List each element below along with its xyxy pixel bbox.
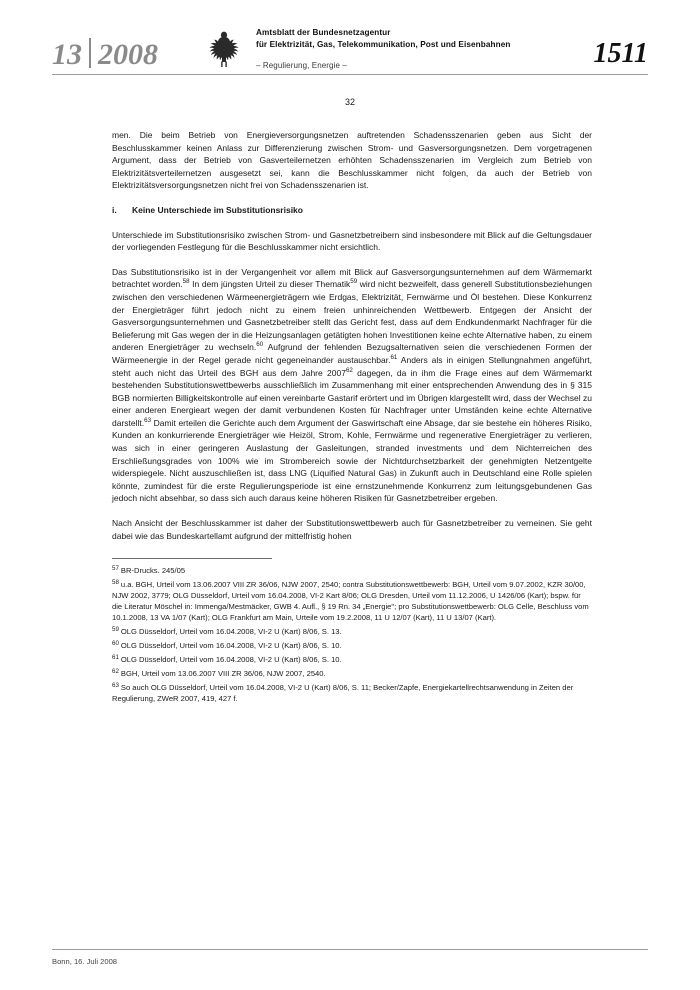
paragraph-substitution-risk: Unterschiede im Substitutionsrisiko zwischen Strom- und Gasnetzbetreibern sind insbesondere mit Blick auf die Geltungsdauer der vorliegenden Festlegung für die Beschlusskammer nicht ersichtlich. [112, 229, 592, 253]
issue-number: 13 [52, 38, 82, 71]
publication-title-block [256, 26, 538, 70]
footnote-text: OLG Düsseldorf, Urteil vom 16.04.2008, VI-2 U (Kart) 8/06, S. 13. [120, 627, 342, 637]
footnote-number: 57 [112, 564, 119, 572]
footnote-number: 62 [112, 667, 119, 675]
section-heading [112, 204, 592, 217]
text-segment: Aufgrund der fehlenden Bezugsalternativen seien die verschiedenen Formen der Wärmeenergie in der Regel gerade nicht gegeneinander austauschbar. [112, 342, 592, 365]
publication-subtitle: – Regulierung, Energie – [256, 61, 347, 70]
text-segment: In dem jüngsten Urteil zu dieser Thematik [189, 279, 351, 290]
folio-number: 32 [344, 97, 355, 107]
footnote-ref-58: 58 [182, 278, 190, 286]
footnote-number: 58 [112, 578, 119, 586]
text-segment: Anders als in einigen Stellungnahmen angeführt, steht auch nicht das Urteil des BGH aus dem Jahre 2007 [112, 354, 593, 378]
footnote-item [112, 682, 592, 704]
footer-rule [52, 949, 648, 950]
section-heading-text: Keine Unterschiede im Substitutionsrisiko [132, 204, 303, 215]
footnote-text: OLG Düsseldorf, Urteil vom 16.04.2008, VI-2 U (Kart) 8/06, S. 10. [120, 655, 342, 665]
footnote-ref-62: 62 [345, 366, 353, 374]
footnote-number: 63 [112, 681, 119, 689]
footer-imprint: Bonn, 16. Juli 2008 [52, 957, 118, 966]
footnote-text: u.a. BGH, Urteil vom 13.06.2007 VIII ZR 36/06, NJW 2007, 2540; contra Substitutionswettbewerb: BGH, Urteil vom 9.07.2002, KZR 30/00, NJW 2002, 3779; OLG Düsseldorf, Urteil vom 16.04.2008, VI-2 Kart 8/06; OLG Dresden, Urteil vom 11.12.2006, U 1426/06 (Kart); bspw. für die Literatur Möschel in: Immenga/Mestmäcker, GWB 4. Aufl., § 19 Rn. 34 „Energie"; pro Substitutionswettbewerb: OLG Celle, Beschluss vom 10.1.2008, 13 VA 1/07 (Kart); OLG Frankfurt am Main, Urteile vom 19.2.2008, 11 U 12/07 (Kart), 11 U 13/07 (Kart). [112, 580, 589, 623]
issue-divider [89, 38, 91, 68]
footnote-ref-59: 59 [350, 278, 358, 286]
footnote-item [112, 565, 592, 576]
footnote-text: BR-Drucks. 245/05 [120, 566, 186, 576]
paragraph-continuation: men. Die beim Betrieb von Energieversorgungsnetzen auftretenden Schadensszenarien geben aus Sicht der Beschlusskammer keinen Anlass zur Differenzierung zwischen Strom- und Gasversorgungsnetzen. Dem vorgetragenen Argument, dass der Betrieb von Gasverteilernetzen erhöhten Schadensszenarien im Vergleich zum Betrieb von Elektrizitätsverteilernetzen ausgesetzt sei, kann die Beschlusskammer nicht folgen, da auch der Betrieb von Elektrizitätsversorgungsnetzen nicht frei von Schadensszenarien ist. [112, 130, 592, 191]
section-heading-marker: i. [112, 204, 117, 215]
footnote-separator [112, 558, 272, 559]
publication-title-line1: Amtsblatt der Bundesnetzagentur [256, 28, 391, 37]
text-segment: Das Substitutionsrisiko ist in der Vergangenheit vor allem mit Blick auf Gasversorgungsunternehmen auf dem Wärmemarkt betrachtet worden. [112, 266, 592, 290]
document-body [0, 129, 700, 542]
footnote-number: 61 [112, 653, 119, 661]
footnote-ref-63: 63 [144, 417, 152, 425]
masthead [0, 0, 700, 71]
page-footer [52, 949, 648, 966]
footnote-item [112, 654, 592, 665]
issue-year: 2008 [98, 38, 158, 71]
footnote-ref-61: 61 [390, 354, 398, 362]
footnote-item [112, 626, 592, 637]
footnote-text: OLG Düsseldorf, Urteil vom 16.04.2008, VI-2 U (Kart) 8/06, S. 10. [120, 641, 342, 651]
footnote-ref-60: 60 [256, 341, 264, 349]
footnote-number: 59 [112, 625, 119, 633]
footnotes-section [0, 558, 700, 704]
footnote-item [112, 668, 592, 679]
paragraph-conclusion: Nach Ansicht der Beschlusskammer ist daher der Substitutionswettbewerb auch für Gasnetzbetreiber zu verneinen. Sie geht dabei wie das Bundeskartellamt aufgrund der mittelfristig hohen [112, 518, 592, 541]
publication-title-line2: für Elektrizität, Gas, Telekommunikation, Post und Eisenbahnen [256, 40, 511, 49]
footnote-text: So auch OLG Düsseldorf, Urteil vom 16.04.2008, VI-2 U (Kart) 8/06, S. 11; Becker/Zapfe, Energiekartellrechtsanwendung in Zeiten der Regulierung, ZWeR 2007, 419, 427 f. [112, 683, 574, 704]
paragraph-substitution-analysis [112, 266, 592, 505]
text-segment: wird nicht bezweifelt, dass generell Substitutionsbeziehungen zwischen den verschiedenen Wärmeenergieträgern wie Erdgas, Elektrizität, Fernwärme und Öl bestehen. Diese Konkurrenz der Energieträger führt jedoch nicht zu einem freien unhinreichenden Wettbewerb. Entgegen der Ansicht der Gasversorgungsunternehmen und Gasnetzbetreiber stellt das Gericht fest, dass auf dem Endkundenmarkt Nachfrager für die Belieferung mit Gas wegen der in die Heizungsanlagen getätigten hohen Investitionen keine echte Alternative haben, zu einem anderen Energieträger zu wechseln. [112, 279, 593, 353]
text-segment: dagegen, da in ihm die Frage eines auf dem Wärmemarkt bestehenden Substitutionswettbewerbs ausschließlich im Zusammenhang mit einer entsprechenden Anwendung des in § 315 BGB normierten Billigkeitskontrolle auf einen vereinbarte Gastarif erörtert und im Übrigen klargestellt wird, dass der Wechsel zu einer anderen Energieart wegen der damit verbundenen Kosten für Nachfrager unter Umständen keine echte Alternative darstellt. [112, 367, 592, 428]
footnote-text: BGH, Urteil vom 13.06.2007 VIII ZR 36/06, NJW 2007, 2540. [120, 669, 326, 679]
text-segment: Damit erteilen die Gerichte auch dem Argument der Gaswirtschaft eine Absage, dar sie bestehe ein höheres Risiko, Kunden an konkurrierende Energieträger wie Heizöl, Strom, Kohle, Fernwärme und regenerative Energieträger zu verlieren, was sich in einer geringeren Auslastung der Gasleitungen, stranded investments und dem Nichterreichen des Erschließungsgrades von 100% wie im Strombereich sowie der Nichtdurchsetzbarkeit der genehmigten Netzentgelte widerspiegele. Nicht auszuschließen ist, dass LNG (Liquified Natural Gas) in Zukunft auch in Deutschland eine Rolle spielen könnte, zumindest für die erste Regulierungsperiode ist eine ernstzunehmende Konkurrenz zum leitungsgebundenen Gas jedoch nicht absehbar, so dass sich auch daraus keine höheren Risiken für Gasnetzbetreiber ergeben. [112, 417, 592, 504]
footnote-number: 60 [112, 639, 119, 647]
header-rule [52, 74, 648, 75]
footnote-item [112, 579, 592, 623]
footnote-item [112, 640, 592, 651]
page-number: 1511 [593, 38, 648, 69]
federal-eagle-emblem [202, 26, 246, 70]
issue-block [52, 26, 202, 72]
